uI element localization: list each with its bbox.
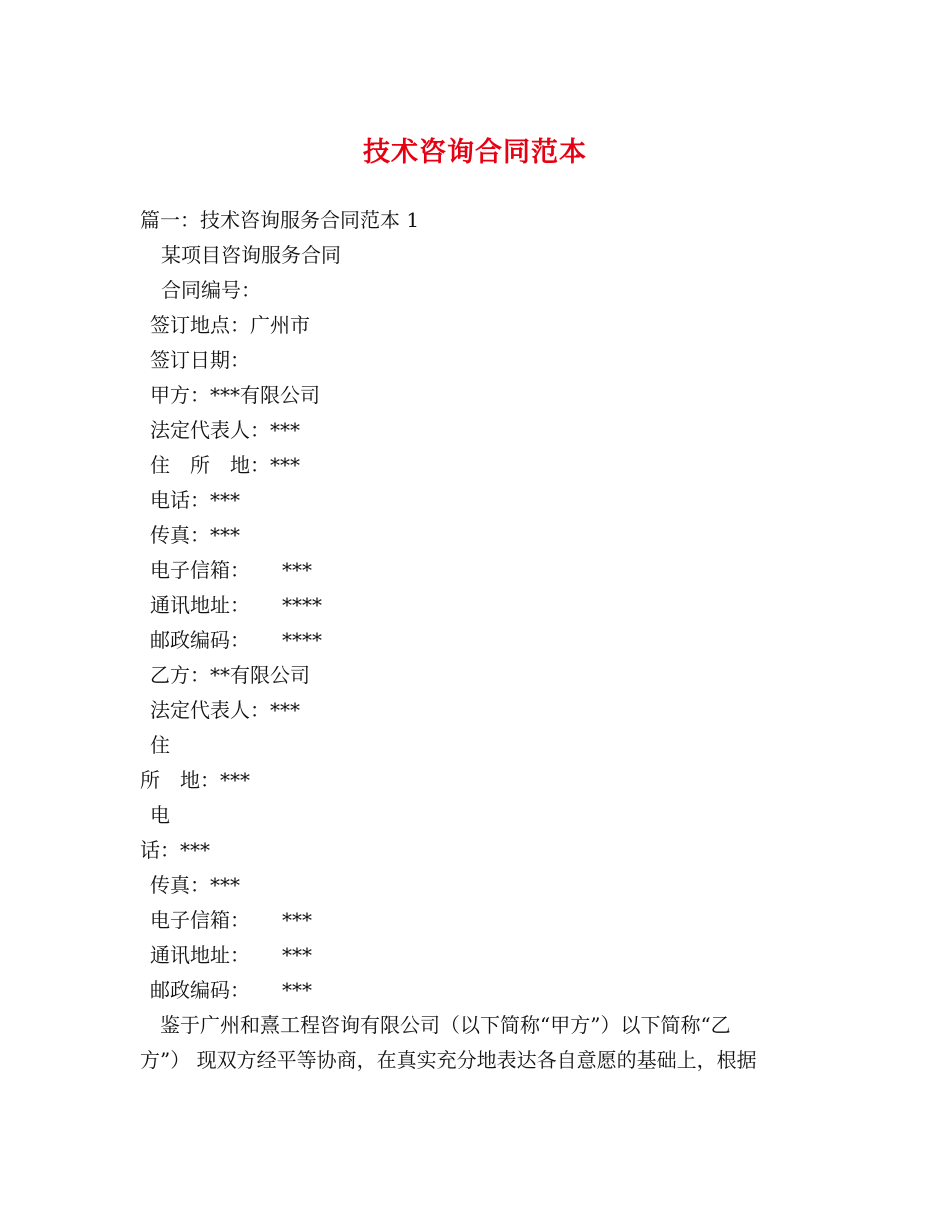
party-a-zip-value: **** — [282, 628, 322, 652]
party-a-phone: 电话：*** — [150, 488, 240, 512]
party-b-mail-label: 通讯地址： — [150, 943, 250, 967]
contract-name: 某项目咨询服务合同 — [161, 243, 341, 267]
party-a-mail-address — [150, 593, 322, 617]
party-a-email — [150, 558, 312, 582]
party-a-representative: 法定代表人：*** — [150, 418, 300, 442]
party-a-address: 住 所 地：*** — [150, 453, 300, 477]
party-b-zip-value: *** — [282, 978, 312, 1002]
body-paragraph-line-2: 方”） 现双方经平等协商，在真实充分地表达各自意愿的基础上，根据 — [140, 1048, 757, 1072]
party-b-email-value: *** — [282, 908, 312, 932]
party-a-email-label: 电子信箱： — [150, 558, 250, 582]
party-b-zip-label: 邮政编码： — [150, 978, 250, 1002]
sign-date: 签订日期： — [150, 348, 250, 372]
party-a-zip-label: 邮政编码： — [150, 628, 250, 652]
party-a-fax: 传真：*** — [150, 523, 240, 547]
party-b-mail-address — [150, 943, 312, 967]
party-b-phone-rest: 话：*** — [140, 838, 210, 862]
party-b-fax: 传真：*** — [150, 873, 240, 897]
party-a-mail-label: 通讯地址： — [150, 593, 250, 617]
party-b-address-rest: 所 地：*** — [140, 768, 250, 792]
party-b-phone-start: 电 — [150, 803, 170, 827]
sign-place: 签订地点：广州市 — [150, 313, 310, 337]
party-b-mail-value: *** — [282, 943, 312, 967]
document-title: 技术咨询合同范本 — [363, 137, 587, 168]
party-b-name: 乙方：**有限公司 — [150, 663, 310, 687]
party-b-zip — [150, 978, 312, 1002]
party-b-email — [150, 908, 312, 932]
party-a-mail-value: **** — [282, 593, 322, 617]
party-b-email-label: 电子信箱： — [150, 908, 250, 932]
party-b-representative: 法定代表人：*** — [150, 698, 300, 722]
party-a-name: 甲方：***有限公司 — [150, 383, 320, 407]
party-b-address-start: 住 — [150, 733, 170, 757]
contract-number: 合同编号： — [161, 278, 261, 302]
body-paragraph-line-1: 鉴于广州和熹工程咨询有限公司（以下简称“甲方”）以下简称“乙 — [140, 1013, 731, 1037]
section-heading: 篇一：技术咨询服务合同范本 1 — [140, 208, 420, 232]
party-a-email-value: *** — [282, 558, 312, 582]
party-a-zip — [150, 628, 322, 652]
